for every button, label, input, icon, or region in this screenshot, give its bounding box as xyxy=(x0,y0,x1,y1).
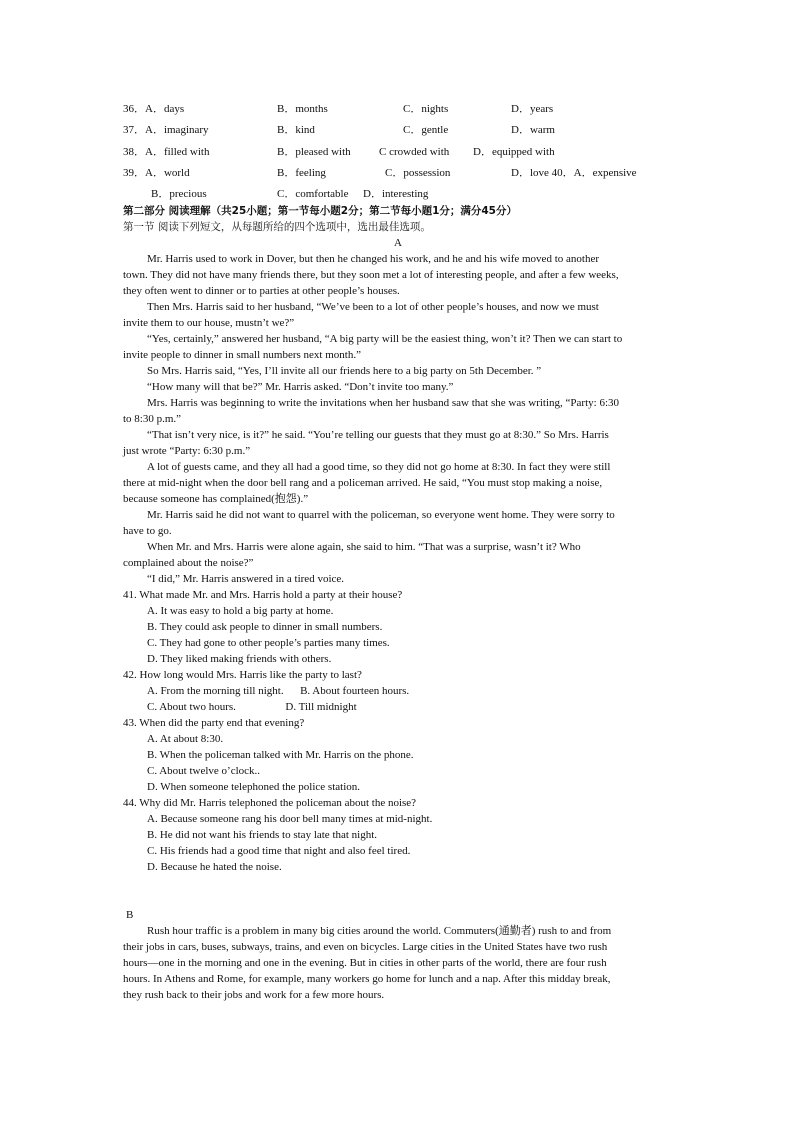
passage-line: “That isn’t very nice, is it?” he said. “You’re telling our guests that they must go at 8:30.” So Mrs. Harris xyxy=(147,429,609,441)
option-a: 38．A．filled with xyxy=(123,146,210,158)
answer-option[interactable]: C. His friends had a good time that night and also feel tired. xyxy=(147,845,411,857)
answer-option[interactable]: D. They liked making friends with others. xyxy=(147,653,332,665)
section-instruction: 第一节 阅读下列短文，从每题所给的四个选项中，选出最佳选项。 xyxy=(123,221,431,233)
passage-line: because someone has complained(抱怨).” xyxy=(123,493,309,505)
option-c: C．possession xyxy=(385,167,451,179)
option-a: 36．A．days xyxy=(123,103,185,115)
option-b: B．precious xyxy=(151,188,207,200)
option-a: 39．A．world xyxy=(123,167,190,179)
answer-option[interactable]: D. When someone telephoned the police station. xyxy=(147,781,361,793)
passage-label: B xyxy=(126,909,134,921)
option-c: C．nights xyxy=(403,103,449,115)
passage-line: have to go. xyxy=(123,525,172,537)
answer-option[interactable]: B. When the policeman talked with Mr. Harris on the phone. xyxy=(147,749,414,761)
answer-option[interactable]: C. About twelve o’clock.. xyxy=(147,765,261,777)
passage-line: “How many will that be?” Mr. Harris asked. “Don’t invite too many.” xyxy=(147,381,454,393)
passage-line: Then Mrs. Harris said to her husband, “We’ve been to a lot of other people’s houses, and now we must xyxy=(147,301,599,313)
option-c: C．comfortable xyxy=(277,188,349,200)
passage-line: they often went to dinner or to parties at other people’s houses. xyxy=(123,285,400,297)
passage-line: Rush hour traffic is a problem in many big cities around the world. Commuters(通勤者) rush to and from xyxy=(147,925,612,937)
answer-option[interactable]: C. About two hours. D. Till midnight xyxy=(147,701,357,713)
passage-line: hours—one in the morning and one in the evening. But in cities in other parts of the world, there are four rush xyxy=(123,957,607,969)
answer-option[interactable]: A. From the morning till night. B. About fourteen hours. xyxy=(147,685,410,697)
passage-line: complained about the noise?” xyxy=(123,557,254,569)
question-stem: 41. What made Mr. and Mrs. Harris hold a party at their house? xyxy=(123,589,403,601)
answer-option[interactable]: B. They could ask people to dinner in small numbers. xyxy=(147,621,383,633)
passage-line: A lot of guests came, and they all had a good time, so they did not go home at 8:30. In fact they were still xyxy=(147,461,611,473)
question-stem: 44. Why did Mr. Harris telephoned the policeman about the noise? xyxy=(123,797,417,809)
question-stem: 43. When did the party end that evening? xyxy=(123,717,305,729)
passage-line: “I did,” Mr. Harris answered in a tired voice. xyxy=(147,573,345,585)
option-d: D．years xyxy=(511,103,554,115)
passage-line: they rush back to their jobs and work for a few more hours. xyxy=(123,989,385,1001)
passage-line: town. They did not have many friends there, but they soon met a lot of interesting people, and after a few weeks, xyxy=(123,269,619,281)
part-title: 第二部分 阅读理解（共25小题；第一节每小题2分；第二节每小题1分；满分45分） xyxy=(123,205,517,217)
option-b: B．feeling xyxy=(277,167,326,179)
option-c: C．gentle xyxy=(403,124,449,136)
passage-line: invite people to dinner in small numbers next month.” xyxy=(123,349,361,361)
passage-line: When Mr. and Mrs. Harris were alone again, she said to him. “That was a surprise, wasn’t it? Who xyxy=(147,541,581,553)
passage-label: A xyxy=(394,237,402,249)
option-d: D．warm xyxy=(511,124,555,136)
option-b: B．kind xyxy=(277,124,315,136)
answer-option[interactable]: A. Because someone rang his door bell many times at mid-night. xyxy=(147,813,433,825)
passage-line: invite them to our house, mustn’t we?” xyxy=(123,317,295,329)
option-d: D．interesting xyxy=(363,188,429,200)
option-b: B．pleased with xyxy=(277,146,351,158)
answer-option[interactable]: A. It was easy to hold a big party at home. xyxy=(147,605,334,617)
question-stem: 42. How long would Mrs. Harris like the party to last? xyxy=(123,669,362,681)
option-d: D．love 40．A．expensive xyxy=(511,167,637,179)
option-c: C crowded with xyxy=(379,146,450,158)
passage-line: there at mid-night when the door bell rang and a policeman arrived. He said, “You must stop making a noise, xyxy=(123,477,603,489)
answer-option[interactable]: A. At about 8:30. xyxy=(147,733,224,745)
passage-line: “Yes, certainly,” answered her husband, “A big party will be the easiest thing, won’t it? Then we can start to xyxy=(147,333,623,345)
passage-line: Mr. Harris said he did not want to quarrel with the policeman, so everyone went home. They were sorry to xyxy=(147,509,615,521)
passage-line: just wrote “Party: 6:30 p.m.” xyxy=(123,445,251,457)
passage-line: hours. In Athens and Rome, for example, many workers go home for lunch and a nap. After this midday break, xyxy=(123,973,611,985)
answer-option[interactable]: B. He did not want his friends to stay late that night. xyxy=(147,829,378,841)
passage-line: to 8:30 p.m.” xyxy=(123,413,182,425)
option-d: D．equipped with xyxy=(473,146,555,158)
option-a: 37．A．imaginary xyxy=(123,124,209,136)
passage-line: So Mrs. Harris said, “Yes, I’ll invite all our friends here to a big party on 5th December. ” xyxy=(147,365,542,377)
passage-line: their jobs in cars, buses, subways, trains, and even on bicycles. Large cities in the United States have two rush xyxy=(123,941,608,953)
passage-line: Mr. Harris used to work in Dover, but then he changed his work, and he and his wife moved to another xyxy=(147,253,599,265)
passage-line: Mrs. Harris was beginning to write the invitations when her husband saw that she was writing, “Party: 6:30 xyxy=(147,397,620,409)
answer-option[interactable]: D. Because he hated the noise. xyxy=(147,861,282,873)
answer-option[interactable]: C. They had gone to other people’s parties many times. xyxy=(147,637,390,649)
option-b: B．months xyxy=(277,103,328,115)
